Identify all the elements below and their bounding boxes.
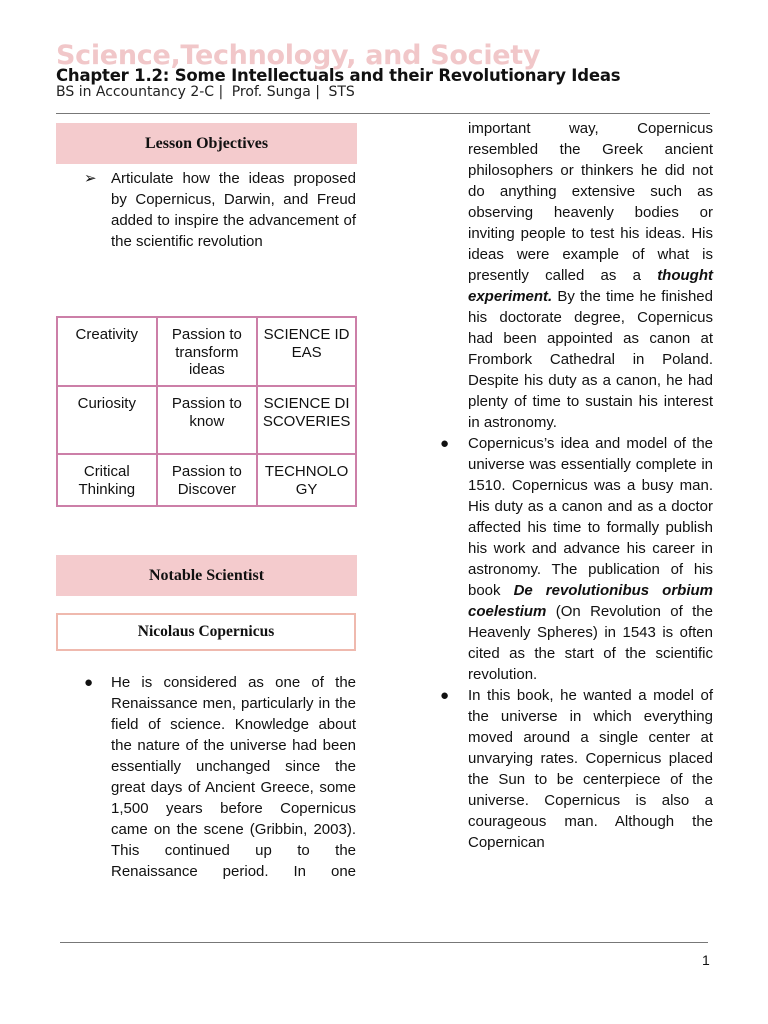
scientist-name-box: Nicolaus Copernicus bbox=[56, 613, 356, 651]
book-title: De revolutionibus orbium coelestium bbox=[468, 582, 713, 620]
program-label: BS in Accountancy 2-C | bbox=[56, 84, 224, 100]
table-cell: Curiosity bbox=[57, 386, 157, 454]
course-title: Science,Technology, and Society bbox=[56, 40, 541, 71]
right-paragraph-1 bbox=[468, 118, 713, 433]
table-cell: Critical Thinking bbox=[57, 454, 157, 506]
emphasis-term: thought experiment. bbox=[468, 267, 713, 305]
table-cell: Passion to transform ideas bbox=[157, 317, 258, 386]
subject-label: STS bbox=[328, 84, 355, 100]
bullet-icon: ● bbox=[84, 674, 94, 691]
course-meta bbox=[56, 84, 359, 100]
table-cell: TECHNOLOGY bbox=[257, 454, 356, 506]
objective-text: Articulate how the ideas proposed by Copernicus, Darwin, and Freud added to inspire the advancement of the scientific revolution bbox=[111, 170, 356, 250]
table-row bbox=[57, 317, 356, 386]
paragraph-text: By the time he finished his doctorate degree, Copernicus had been appointed as canon at Frombork Cathedral in Poland. Despite his duty as a canon, he had plenty of time to sustain his interest in astronomy. bbox=[468, 288, 713, 431]
paragraph-text: important way, Copernicus resembled the Greek ancient philosophers or thinkers he did not do anything extensive such as observing heavenly bodies or inviting people to test his ideas. His ideas were example of what is presently called as a bbox=[468, 120, 713, 284]
right-bullet-2 bbox=[440, 433, 713, 685]
right-column-text bbox=[440, 118, 713, 853]
table-cell: Passion to Discover bbox=[157, 454, 258, 506]
table-cell: SCIENCE IDEAS bbox=[257, 317, 356, 386]
arrow-bullet-icon: ➢ bbox=[84, 170, 97, 187]
notable-scientist-heading: Notable Scientist bbox=[56, 555, 357, 596]
lesson-objectives-heading: Lesson Objectives bbox=[56, 123, 357, 164]
paragraph-text: (On Revolution of the Heavenly Spheres) in 1543 is often cited as the start of the scientific revolution. bbox=[468, 603, 713, 683]
table-row bbox=[57, 386, 356, 454]
footer-divider bbox=[60, 942, 708, 943]
professor-label: Prof. Sunga | bbox=[231, 84, 320, 100]
chapter-title: Chapter 1.2: Some Intellectuals and their Revolutionary Ideas bbox=[56, 66, 621, 85]
table-row bbox=[57, 454, 356, 506]
paragraph-text: In this book, he wanted a model of the universe in which everything moved around a single center at unvarying rates. Copernicus placed the Sun to be centerpiece of the universe. Copernicus is also a courageous man. Although the Copernican bbox=[468, 687, 713, 851]
bullet-icon: ● bbox=[440, 687, 450, 704]
objective-item bbox=[84, 168, 356, 252]
table-cell: SCIENCE DISCOVERIES bbox=[257, 386, 356, 454]
page-number: 1 bbox=[702, 952, 710, 968]
paragraph-text: Copernicus’s idea and model of the universe was essentially complete in 1510. Copernicus was a busy man. His duty as a canon and as a doctor affected his time to formally publish his work and advance his career in astronomy. The publication of his book bbox=[468, 435, 713, 599]
bullet-icon: ● bbox=[440, 435, 450, 452]
traits-table bbox=[56, 316, 357, 507]
table-cell: Creativity bbox=[57, 317, 157, 386]
header-divider bbox=[56, 113, 710, 114]
right-bullet-3 bbox=[440, 685, 713, 853]
table-cell: Passion to know bbox=[157, 386, 258, 454]
copernicus-bullet bbox=[84, 672, 356, 882]
copernicus-paragraph: He is considered as one of the Renaissance men, particularly in the field of science. Knowledge about the nature of the universe had been essentially unchanged since the great days of Ancient Greece, some 1,500 years before Copernicus came on the scene (Gribbin, 2003). This continued up to the Renaissance period. In one bbox=[111, 674, 356, 880]
